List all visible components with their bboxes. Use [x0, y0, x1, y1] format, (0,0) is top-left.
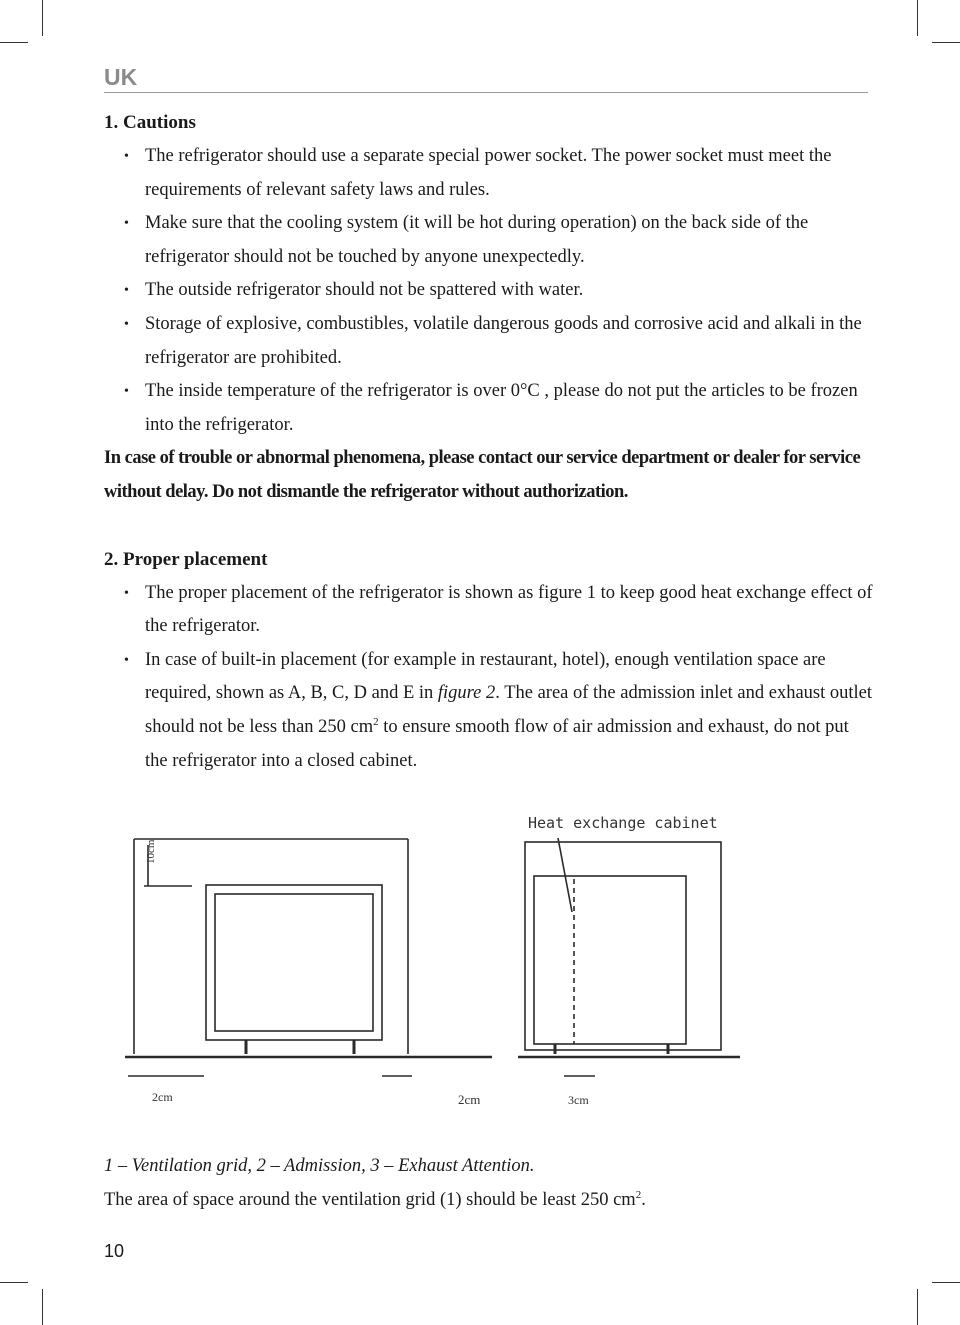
section-cautions-title: 1. Cautions	[104, 112, 196, 133]
header-rule	[104, 92, 868, 93]
refrigerator-outer	[206, 885, 382, 1040]
figure-label-cabinet: Heat exchange cabinet	[528, 814, 718, 832]
figure-note	[104, 1190, 646, 1211]
figure-label-left: 2cm	[152, 1090, 173, 1104]
superscript: 2	[635, 1189, 642, 1201]
caution-item: • Storage of explosive, combustibles, volatile dangerous goods and corrosive acid and alkali in the refrigerator are prohibited.	[104, 308, 874, 375]
placement-text: In case of built-in placement (for example in restaurant, hotel), enough ventilation space are required, shown as A, B, C, D and E in	[145, 649, 826, 704]
cabinet-2-outline	[525, 842, 721, 1050]
placement-text: . The area of the admission inlet and exhaust outlet should not be less than 250 cm	[145, 683, 873, 737]
caution-item: • Make sure that the cooling system (it will be hot during operation) on the back side of the refrigerator should not be touched by anyone unexpectedly.	[104, 207, 874, 274]
language-label: UK	[104, 64, 138, 90]
leader-line	[558, 838, 572, 912]
crop-mark	[42, 0, 43, 36]
crop-mark	[0, 1282, 28, 1283]
crop-mark	[917, 0, 918, 36]
placement-figure	[120, 806, 740, 1116]
warning-text: In case of trouble or abnormal phenomena, please contact our service department or dealer for service without delay. Do not dismantle the refrigerator without authorization.	[104, 448, 861, 502]
page-number: 10	[104, 1241, 125, 1261]
crop-mark	[917, 1289, 918, 1325]
page-content	[104, 106, 874, 778]
crop-mark	[932, 42, 960, 43]
cautions-list	[104, 140, 874, 442]
refrigerator-2-body	[534, 876, 686, 1044]
placement-list	[104, 577, 874, 779]
placement-text: to ensure smooth flow of air admission and exhaust, do not put the refrigerator into a closed cabinet.	[145, 716, 849, 771]
note-end: .	[641, 1190, 646, 1210]
crop-mark	[0, 42, 28, 43]
crop-mark	[42, 1289, 43, 1325]
caution-item: • The outside refrigerator should not be spattered with water.	[104, 274, 874, 308]
refrigerator-inner	[215, 894, 373, 1031]
placement-item: • The proper placement of the refrigerator is shown as figure 1 to keep good heat exchange effect of the refrigerator.	[104, 577, 874, 644]
caution-item: • The refrigerator should use a separate special power socket. The power socket must meet the requirements of relevant safety laws and rules.	[104, 140, 874, 207]
superscript: 2	[373, 715, 379, 728]
figure-reference: figure 2	[437, 683, 496, 704]
caution-item: • The inside temperature of the refrigerator is over 0°C , please do not put the articles to be frozen into the refrigerator.	[104, 375, 874, 442]
figure-label-top: 10cm	[145, 839, 157, 864]
note-text: The area of space around the ventilation grid (1) should be least 250 cm	[104, 1190, 636, 1210]
figure-label-right: 3cm	[568, 1093, 589, 1107]
placement-item	[104, 644, 874, 778]
figure-label-mid: 2cm	[458, 1092, 481, 1107]
crop-mark	[932, 1282, 960, 1283]
section-placement-title: 2. Proper placement	[104, 548, 268, 570]
figure-caption: 1 – Ventilation grid, 2 – Admission, 3 – Exhaust Attention.	[104, 1156, 535, 1176]
